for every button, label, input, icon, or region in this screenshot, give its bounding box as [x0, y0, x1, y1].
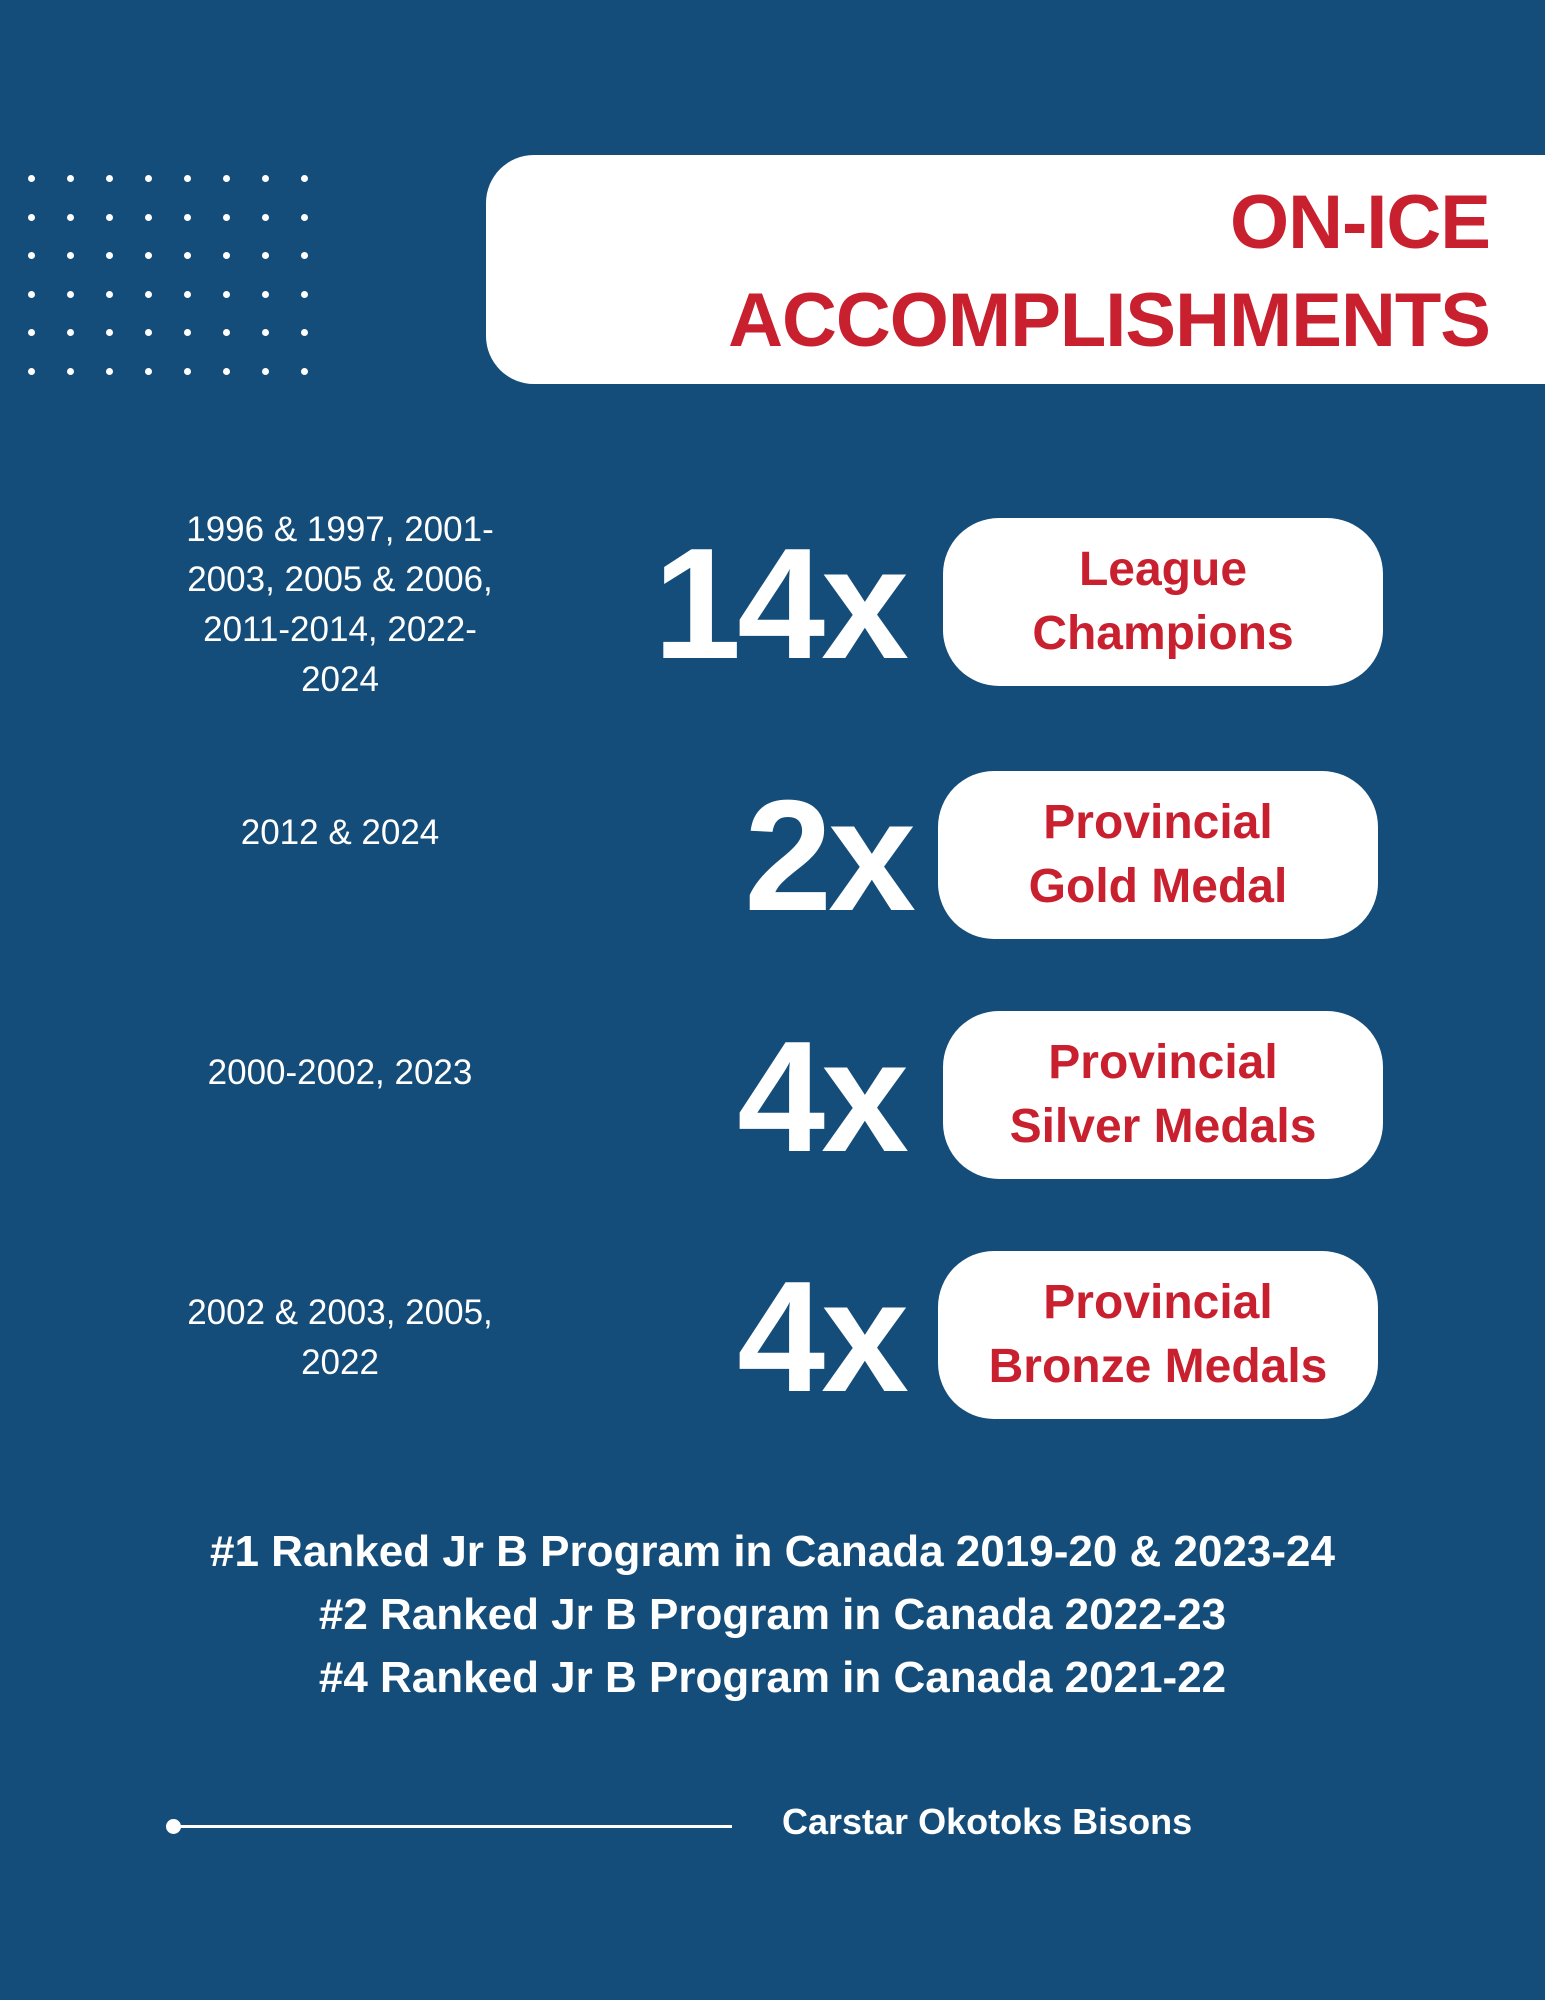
decorative-dot [28, 214, 35, 221]
decorative-dot [67, 291, 74, 298]
count-value: 4x [737, 1249, 905, 1425]
decorative-dot [145, 252, 152, 259]
decorative-dot [145, 368, 152, 375]
decorative-dot [184, 329, 191, 336]
decorative-dot [67, 368, 74, 375]
years-text: 1996 & 1997, 2001- 2003, 2005 & 2006, 2011-2014, 2022- 2024 [186, 510, 494, 699]
decorative-dot [28, 368, 35, 375]
decorative-dot [262, 291, 269, 298]
decorative-dot [223, 329, 230, 336]
accomplishment-label-pill: Provincial Silver Medals [943, 1011, 1383, 1179]
accomplishment-label-pill: Provincial Gold Medal [938, 771, 1378, 939]
rankings-block [0, 1520, 1545, 1709]
decorative-dot [106, 214, 113, 221]
decorative-dot [184, 368, 191, 375]
decorative-dot [145, 329, 152, 336]
decorative-dot [223, 214, 230, 221]
decorative-dot [145, 291, 152, 298]
title-banner [486, 155, 1545, 384]
decorative-dot [184, 252, 191, 259]
decorative-dot [106, 368, 113, 375]
footer-divider [172, 1825, 732, 1828]
decorative-dot [262, 329, 269, 336]
page-title-line-2: ACCOMPLISHMENTS [728, 278, 1490, 363]
decorative-dot [223, 175, 230, 182]
decorative-dot [67, 175, 74, 182]
decorative-dot [301, 214, 308, 221]
decorative-dot [262, 214, 269, 221]
ranking-line: #2 Ranked Jr B Program in Canada 2022-23 [318, 1590, 1227, 1639]
decorative-dot [28, 291, 35, 298]
decorative-dot [301, 291, 308, 298]
decorative-dot [184, 175, 191, 182]
decorative-dot [145, 175, 152, 182]
decorative-dot [184, 291, 191, 298]
years-text: 2002 & 2003, 2005, 2022 [187, 1293, 493, 1382]
decorative-dot [106, 252, 113, 259]
decorative-dot [223, 368, 230, 375]
years-text: 2000-2002, 2023 [207, 1053, 473, 1092]
decorative-dot [28, 252, 35, 259]
decorative-dot [301, 175, 308, 182]
decorative-dot [145, 214, 152, 221]
decorative-dot [106, 329, 113, 336]
count-value: 4x [737, 1009, 905, 1185]
years-text: 2012 & 2024 [240, 813, 440, 852]
decorative-dot [223, 252, 230, 259]
decorative-dot [28, 329, 35, 336]
ranking-line: #4 Ranked Jr B Program in Canada 2021-22 [318, 1653, 1227, 1702]
page-title-line-1: ON-ICE [1230, 180, 1490, 265]
decorative-dot [106, 175, 113, 182]
decorative-dot [262, 175, 269, 182]
decorative-dot [106, 291, 113, 298]
decorative-dot [67, 214, 74, 221]
decorative-dot [184, 214, 191, 221]
decorative-dot [301, 368, 308, 375]
decorative-dot [67, 329, 74, 336]
decorative-dot [301, 252, 308, 259]
decorative-dot [262, 368, 269, 375]
decorative-dot [262, 252, 269, 259]
decorative-dot [67, 252, 74, 259]
decorative-dot [301, 329, 308, 336]
decorative-dot [28, 175, 35, 182]
footer-brand-name: Carstar Okotoks Bisons [782, 1801, 1193, 1842]
count-value: 2x [744, 768, 912, 944]
accomplishment-label-pill: Provincial Bronze Medals [938, 1251, 1378, 1419]
decorative-dot-grid [28, 175, 318, 375]
ranking-line: #1 Ranked Jr B Program in Canada 2019-20 & 2023-24 [210, 1527, 1335, 1576]
decorative-dot [223, 291, 230, 298]
count-value: 14x [653, 516, 905, 692]
accomplishment-label-pill: League Champions [943, 518, 1383, 686]
